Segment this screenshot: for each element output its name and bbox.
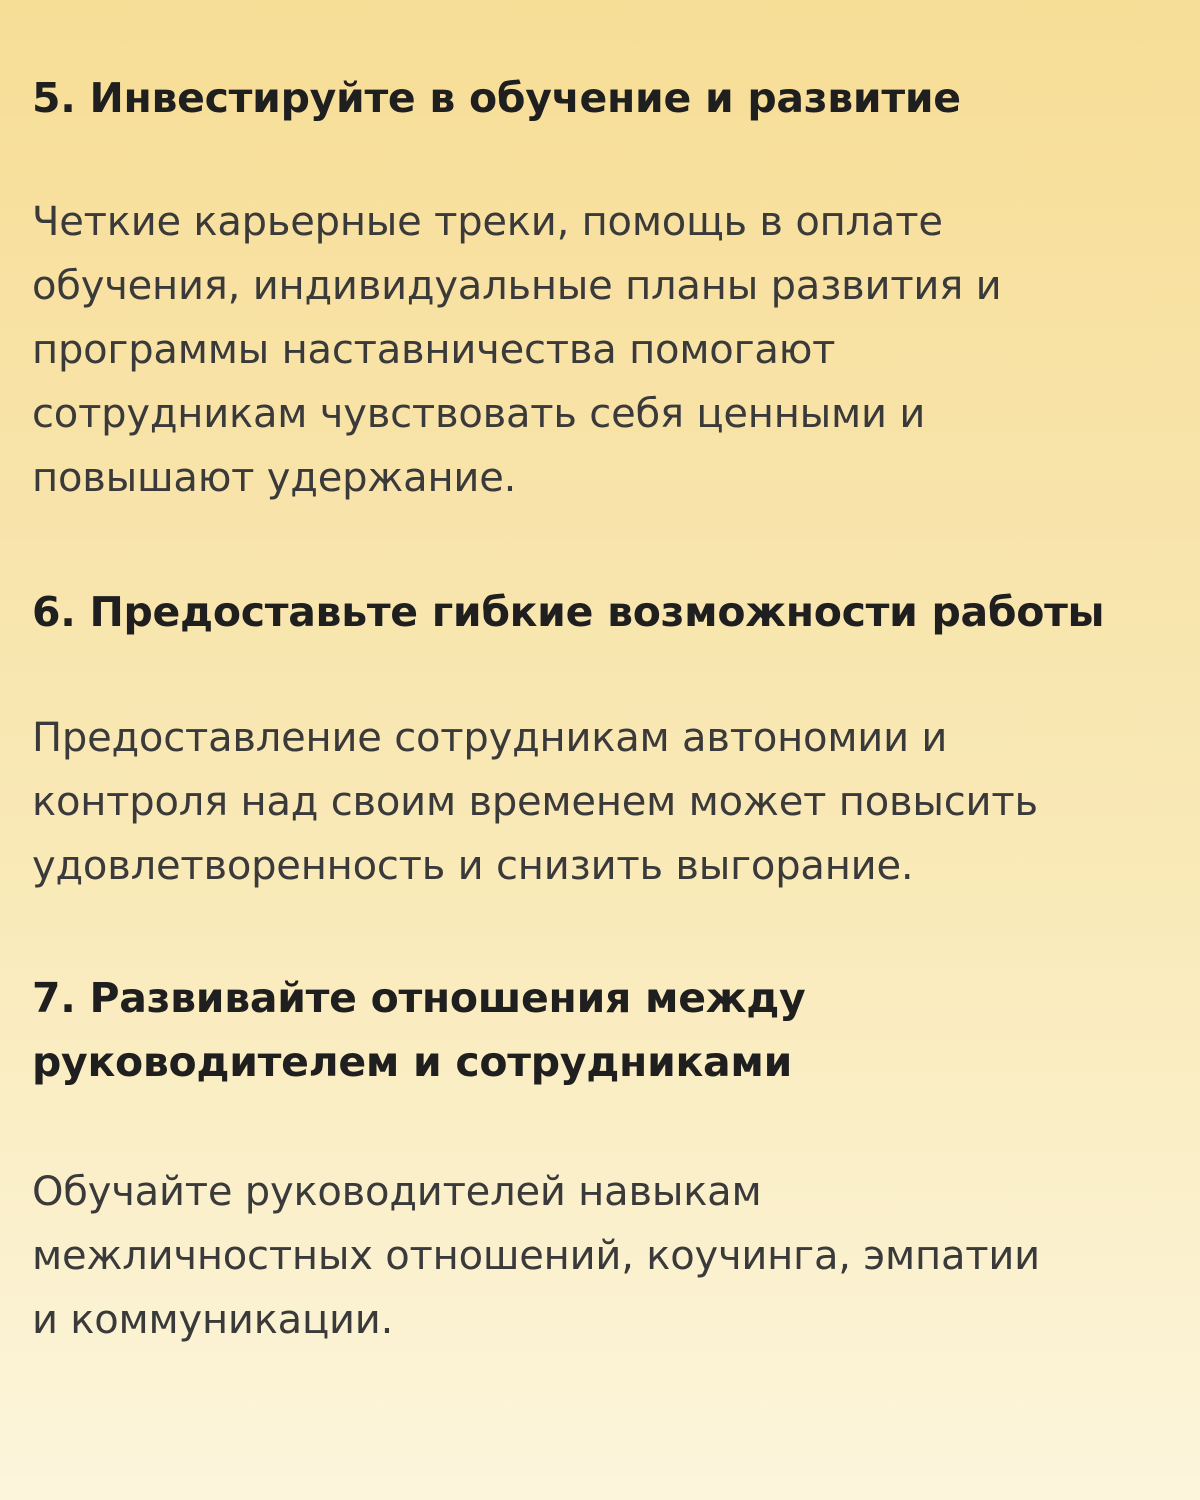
section-manager-relations <box>32 966 1160 1352</box>
section-heading: 5. Инвестируйте в обучение и развитие <box>32 74 961 122</box>
section-heading <box>32 966 1160 1094</box>
body-line: обучения, индивидуальные планы развития и <box>32 263 1002 309</box>
body-line: повышают удержание. <box>32 455 517 501</box>
body-line: Четкие карьерные треки, помощь в оплате <box>32 199 943 245</box>
heading-line: 7. Развивайте отношения между <box>32 974 806 1022</box>
heading-line: руководителем и сотрудниками <box>32 1038 793 1086</box>
section-body <box>32 706 1160 898</box>
body-line: Обучайте руководителей навыкам <box>32 1169 762 1215</box>
section-flexible-work <box>32 580 1160 898</box>
body-line: и коммуникации. <box>32 1297 394 1343</box>
body-line: программы наставничества помогают <box>32 327 836 373</box>
section-body <box>32 190 1160 510</box>
section-heading: 6. Предоставьте гибкие возможности работы <box>32 588 1105 636</box>
section-body <box>32 1160 1160 1352</box>
body-line: контроля над своим временем может повысить <box>32 779 1038 825</box>
body-line: межличностных отношений, коучинга, эмпатии <box>32 1233 1040 1279</box>
body-line: Предоставление сотрудникам автономии и <box>32 715 948 761</box>
body-line: сотрудникам чувствовать себя ценными и <box>32 391 926 437</box>
section-training-development <box>32 66 1160 510</box>
body-line: удовлетворенность и снизить выгорание. <box>32 843 914 889</box>
